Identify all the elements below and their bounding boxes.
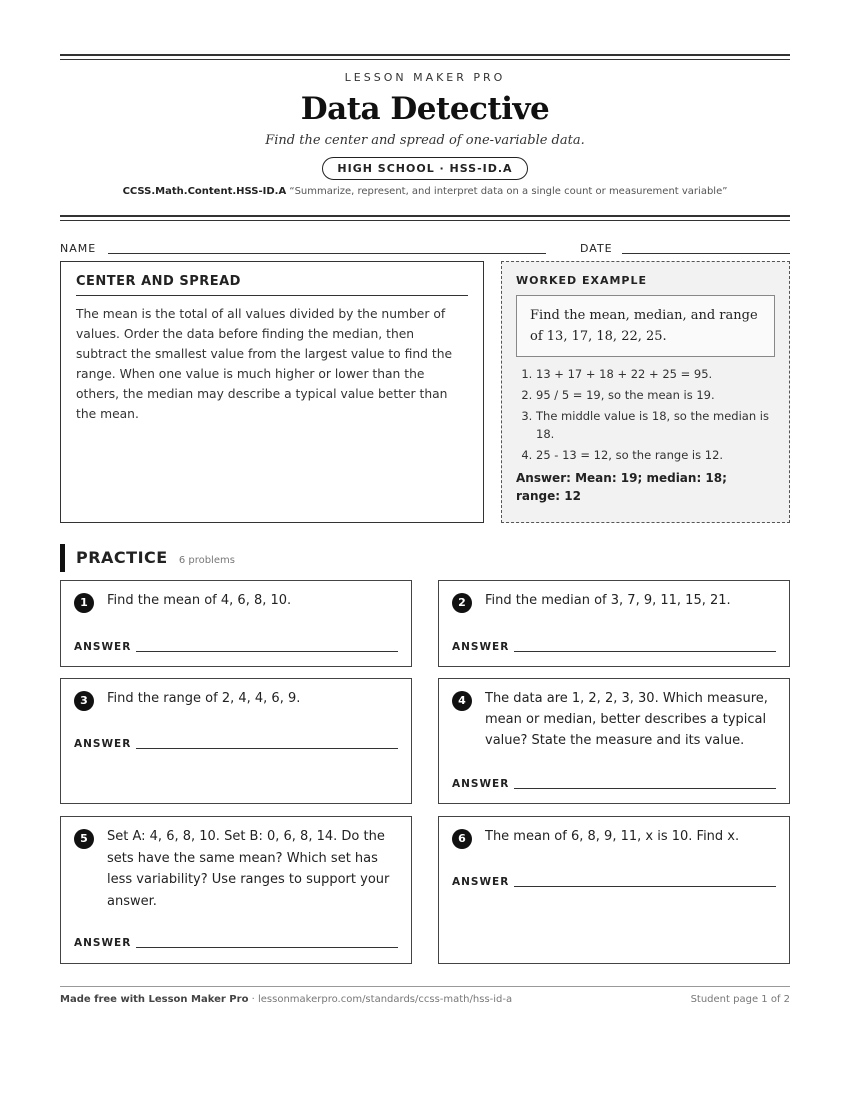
example-step: 3. The middle value is 18, so the median is 18. — [536, 407, 775, 443]
example-steps — [516, 365, 775, 464]
problem-number-badge: 4 — [452, 691, 472, 711]
problem-text: The mean of 6, 8, 9, 11, x is 10. Find x. — [485, 829, 740, 844]
example-problem: Find the mean, median, and range of 13, 17, 18, 22, 25. — [516, 295, 775, 357]
practice-count: 6 problems — [178, 555, 235, 566]
date-label: DATE — [580, 242, 613, 255]
name-field[interactable] — [108, 253, 546, 254]
practice-title: PRACTICE — [76, 548, 168, 567]
problem-text: Set A: 4, 6, 8, 10. Set B: 0, 6, 8, 14. Do the sets have the same mean? Which set has less variability? Use ranges to support your answer. — [107, 829, 390, 909]
worked-example-box — [501, 261, 790, 523]
page-subtitle: Find the center and spread of one-variable data. — [265, 133, 585, 148]
answer-field[interactable] — [136, 651, 398, 652]
standard-description: “Summarize, represent, and interpret data on a single count or measurement variable” — [289, 186, 728, 197]
answer-label: ANSWER — [74, 738, 132, 750]
footer-page-number: Student page 1 of 2 — [690, 994, 790, 1005]
example-step: 2. 95 / 5 = 19, so the mean is 19. — [536, 386, 775, 404]
answer-field[interactable] — [136, 748, 398, 749]
footer-made-with: Made free with Lesson Maker Pro — [60, 994, 249, 1005]
standard-line — [60, 186, 790, 197]
problem-text: Find the median of 3, 7, 9, 11, 15, 21. — [485, 593, 731, 608]
date-field[interactable] — [622, 253, 790, 254]
example-step: 1. 13 + 17 + 18 + 22 + 25 = 95. — [536, 365, 775, 383]
answer-field[interactable] — [136, 947, 398, 948]
practice-card-5 — [60, 816, 412, 964]
answer-field[interactable] — [514, 651, 776, 652]
problem-number-badge: 1 — [74, 593, 94, 613]
concept-box — [60, 261, 484, 523]
problem-text: The data are 1, 2, 2, 3, 30. Which measure, mean or median, better describes a typical value? State the measure and its value. — [485, 691, 768, 748]
answer-field[interactable] — [514, 788, 776, 789]
practice-card-2 — [438, 580, 790, 667]
practice-card-4 — [438, 678, 790, 804]
page-title: Data Detective — [300, 91, 550, 127]
concept-heading: CENTER AND SPREAD — [76, 274, 468, 296]
standard-code: CCSS.Math.Content.HSS-ID.A — [122, 186, 287, 197]
page-footer — [60, 986, 790, 1005]
header-bottom-rule — [60, 215, 790, 221]
problem-number-badge: 3 — [74, 691, 94, 711]
concept-body: The mean is the total of all values divided by the number of values. Order the data before finding the median, then subtract the smallest value from the largest value to find the range. When one value is much higher or lower than the others, the median may describe a typical value better than the mean. — [76, 307, 453, 421]
answer-label: ANSWER — [452, 641, 510, 653]
practice-card-1 — [60, 580, 412, 667]
worksheet-page — [60, 54, 790, 1005]
name-date-row — [60, 237, 790, 259]
example-heading: WORKED EXAMPLE — [516, 274, 647, 287]
problem-number-badge: 5 — [74, 829, 94, 849]
practice-header — [60, 544, 235, 572]
answer-label: ANSWER — [452, 876, 510, 888]
answer-row — [74, 738, 398, 750]
problem-number-badge: 2 — [452, 593, 472, 613]
answer-row — [452, 778, 776, 790]
example-answer: Answer: Mean: 19; median: 18; range: 12 — [516, 471, 727, 503]
name-label: NAME — [60, 242, 97, 255]
answer-label: ANSWER — [452, 778, 510, 790]
level-badge: HIGH SCHOOL · HSS-ID.A — [322, 157, 527, 180]
practice-card-6 — [438, 816, 790, 964]
answer-row — [74, 641, 398, 653]
answer-field[interactable] — [514, 886, 776, 887]
answer-row — [74, 937, 398, 949]
worksheet-header — [60, 60, 790, 197]
brand-label: LESSON MAKER PRO — [344, 71, 506, 84]
problem-text: Find the mean of 4, 6, 8, 10. — [107, 593, 292, 608]
problem-text: Find the range of 2, 4, 4, 6, 9. — [107, 691, 301, 706]
practice-card-3 — [60, 678, 412, 804]
answer-label: ANSWER — [74, 937, 132, 949]
problem-number-badge: 6 — [452, 829, 472, 849]
answer-row — [452, 641, 776, 653]
answer-label: ANSWER — [74, 641, 132, 653]
example-step: 4. 25 - 13 = 12, so the range is 12. — [536, 446, 775, 464]
footer-url: · lessonmakerpro.com/standards/ccss-math/hss-id-a — [248, 994, 513, 1005]
answer-row — [452, 876, 776, 888]
